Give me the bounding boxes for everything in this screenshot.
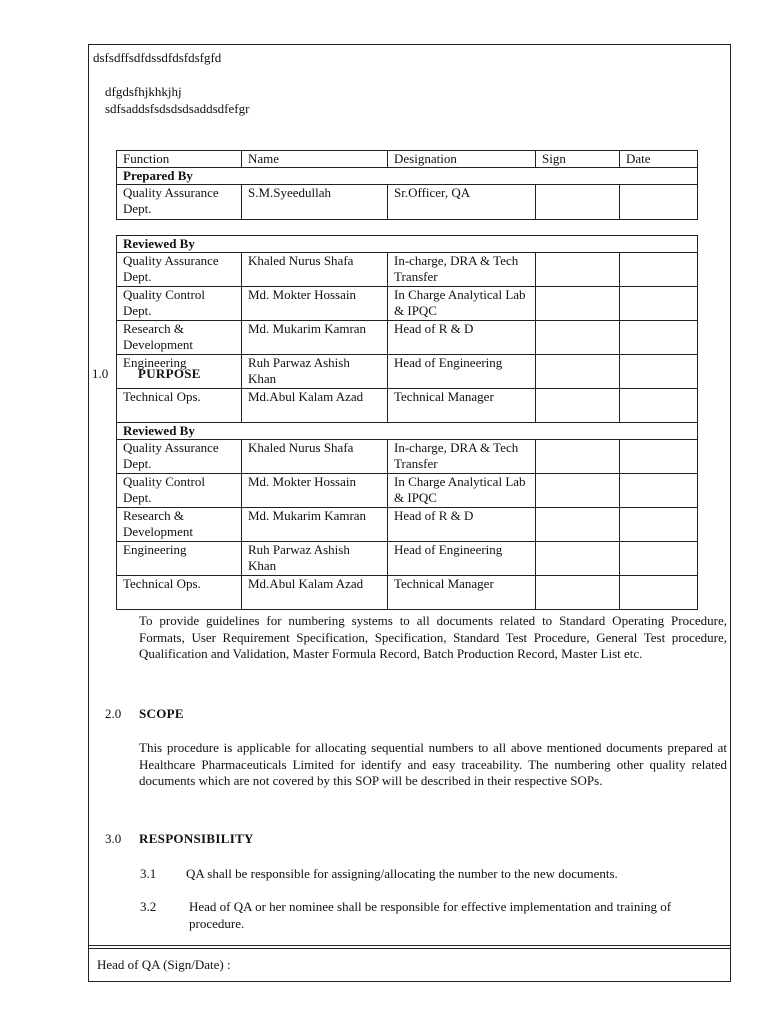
purpose-text: To provide guidelines for numbering systems to all documents related to Standard Operating Procedure, Formats, User Requirement Specification, Specification, Standard Test Procedure, General Test procedure, Qualification and Validation, Master Formula Record, Batch Production Record, Master List etc. [139,613,727,661]
group-row-reviewed [117,236,698,253]
header-line-1: dsfsdffsdfdssdfdsfdsfgfd [93,50,222,65]
cell-function: Quality Assurance Dept. [117,185,242,220]
cell-date [620,474,698,508]
footer-divider [88,945,731,946]
column-header-date: Date [620,151,698,168]
cell-function: Technical Ops. [117,389,242,423]
section-title-purpose: PURPOSE [138,366,201,381]
cell-name: Md.Abul Kalam Azad [242,576,388,610]
cell-function: Research & Development [117,508,242,542]
cell-function: Quality Assurance Dept. [117,440,242,474]
column-header-designation: Designation [388,151,536,168]
cell-date [620,576,698,610]
column-header-name: Name [242,151,388,168]
cell-sign [536,253,620,287]
cell-sign [536,542,620,576]
cell-date [620,508,698,542]
table-row [117,287,698,321]
cell-function: Quality Control Dept. [117,474,242,508]
prepared-by-label: Prepared By [117,168,698,185]
cell-function: Engineering [117,355,242,389]
footer-divider-2 [88,948,731,949]
cell-name: Khaled Nurus Shafa [242,440,388,474]
reviewed-by-label: Reviewed By [117,236,698,253]
item-text-3-1: QA shall be responsible for assigning/allocating the number to the new documents. [186,866,618,881]
cell-date [620,321,698,355]
cell-sign [536,355,620,389]
cell-sign [536,440,620,474]
cell-name: Md. Mukarim Kamran [242,321,388,355]
cell-designation: Head of Engineering [388,355,536,389]
cell-date [620,287,698,321]
cell-name: Md.Abul Kalam Azad [242,389,388,423]
cell-name: Md. Mukarim Kamran [242,508,388,542]
prepared-by-table [116,150,698,220]
cell-date [620,185,698,220]
cell-designation: Technical Manager [388,576,536,610]
scope-text: This procedure is applicable for allocating sequential numbers to all above mentioned documents prepared at Healthcare Pharmaceuticals Limited for identify and easy traceability. The numbering other quality related documents which are not covered by this SOP will be described in their respective SOPs. [139,740,727,788]
cell-name: Ruh Parwaz Ashish Khan [242,542,388,576]
cell-designation: Sr.Officer, QA [388,185,536,220]
cell-date [620,542,698,576]
item-text-3-2: Head of QA or her nominee shall be responsible for effective implementation and training of procedure. [189,899,672,931]
section-number-purpose: 1.0 [92,366,109,381]
cell-sign [536,389,620,423]
table-row [117,355,698,389]
cell-function: Quality Control Dept. [117,287,242,321]
cell-function: Engineering [117,542,242,576]
cell-name: S.M.Syeedullah [242,185,388,220]
cell-designation: In-charge, DRA & Tech Transfer [388,440,536,474]
cell-date [620,253,698,287]
cell-sign [536,321,620,355]
cell-designation: Head of Engineering [388,542,536,576]
cell-designation: Technical Manager [388,389,536,423]
cell-name: Md. Mokter Hossain [242,287,388,321]
cell-date [620,440,698,474]
column-header-function: Function [117,151,242,168]
cell-function: Technical Ops. [117,576,242,610]
cell-function: Quality Assurance Dept. [117,253,242,287]
cell-date [620,355,698,389]
table-row [117,185,698,220]
cell-designation: Head of R & D [388,508,536,542]
cell-designation: Head of R & D [388,321,536,355]
section-number-responsibility: 3.0 [105,831,122,846]
column-header-sign: Sign [536,151,620,168]
reviewed-by-table-1 [116,235,698,610]
cell-name: Khaled Nurus Shafa [242,253,388,287]
table-header-row [117,151,698,168]
header-line-2: dfgdsfhjkhkjhj [105,84,182,99]
table-row [117,576,698,610]
group-row-reviewed-2 [117,423,698,440]
section-title-responsibility: RESPONSIBILITY [139,831,254,846]
table-row [117,253,698,287]
table-row [117,389,698,423]
cell-name: Md. Mokter Hossain [242,474,388,508]
cell-sign [536,185,620,220]
cell-designation: In Charge Analytical Lab & IPQC [388,287,536,321]
cell-name: Ruh Parwaz Ashish Khan [242,355,388,389]
item-number-3-2: 3.2 [140,899,157,914]
cell-sign [536,508,620,542]
cell-designation: In-charge, DRA & Tech Transfer [388,253,536,287]
table-row [117,474,698,508]
header-line-3: sdfsaddsfsdsdsdsaddsdfefgr [105,101,250,116]
table-row [117,321,698,355]
cell-function: Research & Development [117,321,242,355]
cell-sign [536,287,620,321]
item-number-3-1: 3.1 [140,866,157,881]
table-row [117,508,698,542]
table-row [117,440,698,474]
cell-designation: In Charge Analytical Lab & IPQC [388,474,536,508]
section-title-scope: SCOPE [139,706,184,721]
footer-sign-label: Head of QA (Sign/Date) : [97,957,231,972]
cell-sign [536,474,620,508]
table-row [117,542,698,576]
section-number-scope: 2.0 [105,706,122,721]
group-row-prepared [117,168,698,185]
cell-date [620,389,698,423]
cell-sign [536,576,620,610]
reviewed-by-label-2: Reviewed By [117,423,698,440]
